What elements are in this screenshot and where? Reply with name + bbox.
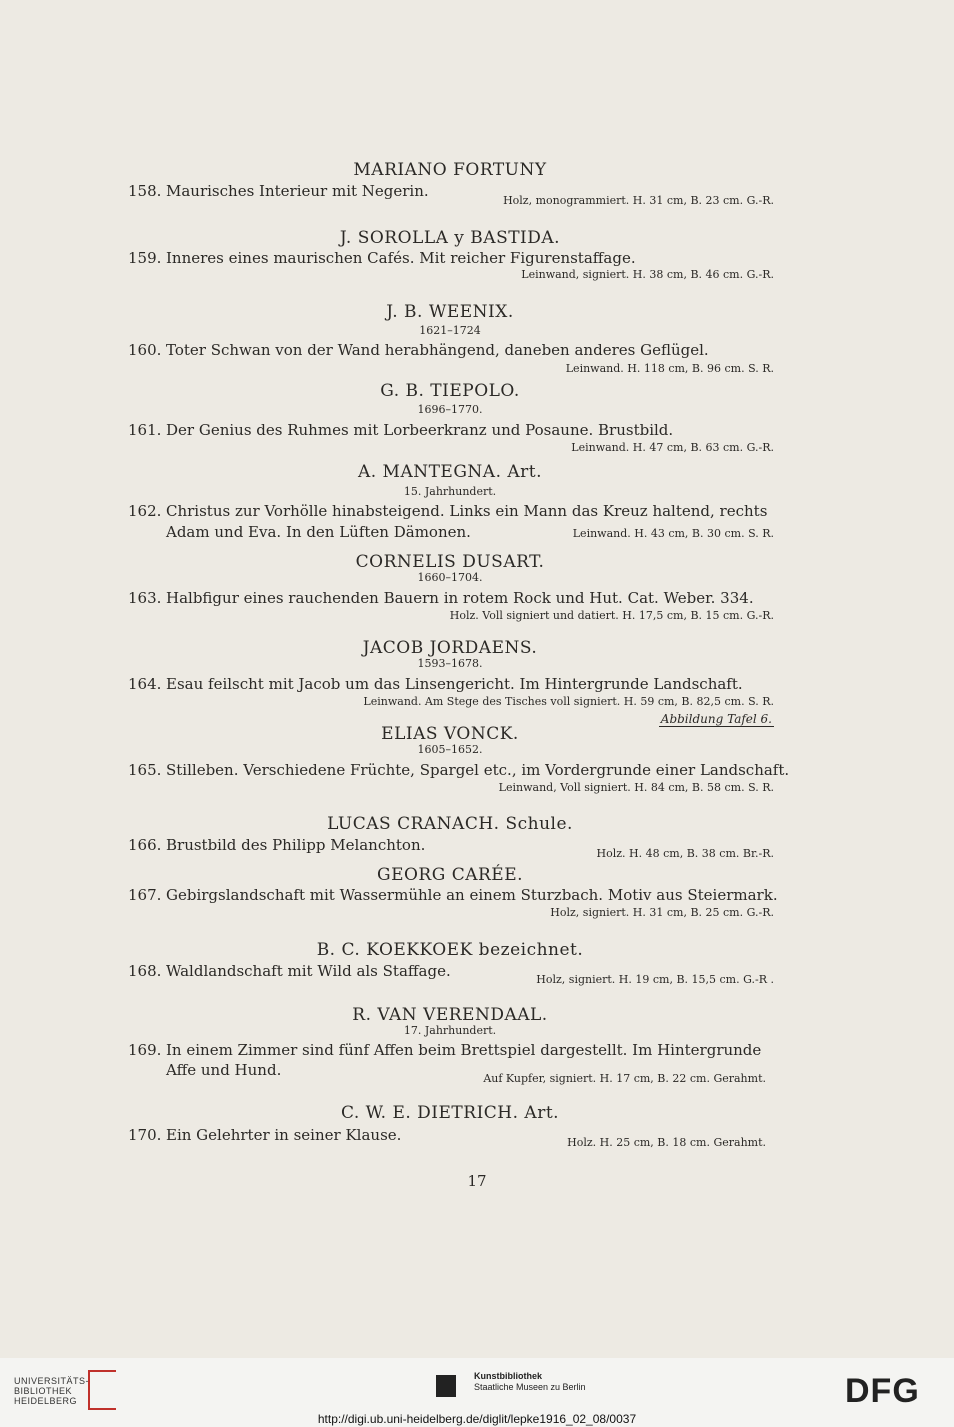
entry-details: Leinwand. Am Stege des Tisches voll signiert. H. 59 cm, B. 82,5 cm. S. R. xyxy=(363,695,774,708)
artist-heading: J. SOROLLA y BASTIDA. xyxy=(339,228,561,248)
artist-heading: LUCAS CRANACH. Schule. xyxy=(327,814,573,834)
entry-number: 165. xyxy=(128,761,162,779)
artist-heading: ELIAS VONCK. xyxy=(381,724,519,744)
entry-details: Leinwand. H. 43 cm, B. 30 cm. S. R. xyxy=(572,527,774,540)
entry-title: In einem Zimmer sind fünf Affen beim Brettspiel dargestellt. Im Hintergrunde xyxy=(166,1041,762,1059)
university-line: BIBLIOTHEK xyxy=(14,1386,73,1396)
artist-dates: 1621–1724 xyxy=(419,324,481,337)
entry-number: 162. xyxy=(128,502,162,520)
plate-reference: Abbildung Tafel 6. xyxy=(660,712,772,726)
entry-details: Holz. Voll signiert und datiert. H. 17,5 cm, B. 15 cm. G.-R. xyxy=(449,609,774,622)
artist-heading: A. MANTEGNA. Art. xyxy=(357,462,543,482)
artist-dates: 15. Jahrhundert. xyxy=(403,485,497,498)
page-number: 17 xyxy=(467,1172,487,1190)
entry-number: 164. xyxy=(128,675,162,693)
entry-title: Esau feilscht mit Jacob um das Linsengericht. Im Hintergrunde Landschaft. xyxy=(166,675,743,693)
entry-details: Holz. H. 48 cm, B. 38 cm. Br.-R. xyxy=(596,847,774,860)
entry-number: 166. xyxy=(128,836,162,854)
dfg-logo: DFG xyxy=(845,1372,920,1410)
artist-dates: 17. Jahrhundert. xyxy=(403,1024,497,1037)
entry-number: 160. xyxy=(128,341,162,359)
entry-number: 158. xyxy=(128,182,162,200)
artist-heading: JACOB JORDAENS. xyxy=(362,638,538,658)
entry-details: Leinwand. H. 118 cm, B. 96 cm. S. R. xyxy=(565,362,774,375)
artist-heading: C. W. E. DIETRICH. Art. xyxy=(340,1103,560,1123)
entry-details: Auf Kupfer, signiert. H. 17 cm, B. 22 cm. Gerahmt. xyxy=(483,1072,766,1085)
entry-number: 169. xyxy=(128,1041,162,1059)
entry-title: Christus zur Vorhölle hinabsteigend. Links ein Mann das Kreuz haltend, rechts xyxy=(166,502,768,520)
entry-title: Halbfigur eines rauchenden Bauern in rotem Rock und Hut. Cat. Weber. 334. xyxy=(166,589,754,607)
entry-details: Holz, signiert. H. 31 cm, B. 25 cm. G.-R. xyxy=(550,906,774,919)
entry-title: Der Genius des Ruhmes mit Lorbeerkranz und Posaune. Brustbild. xyxy=(166,421,674,439)
entry-title-line: Adam und Eva. In den Lüften Dämonen. xyxy=(166,523,471,541)
entry-number: 170. xyxy=(128,1126,162,1144)
entry-number: 167. xyxy=(128,886,162,904)
kb-title: Kunstbibliothek xyxy=(474,1371,542,1381)
artist-dates: 1605–1652. xyxy=(417,743,483,756)
artist-heading: R. VAN VERENDAAL. xyxy=(352,1005,548,1025)
entry-title-line: Affe und Hund. xyxy=(166,1061,282,1079)
university-logo-icon xyxy=(88,1370,116,1410)
university-library-label xyxy=(14,1376,89,1406)
entry-number: 159. xyxy=(128,249,162,267)
entry-details: Holz, signiert. H. 19 cm, B. 15,5 cm. G.-R . xyxy=(536,973,774,986)
source-url-link[interactable]: http://digi.ub.uni-heidelberg.de/diglit/lepke1916_02_08/0037 xyxy=(317,1412,637,1426)
artist-dates: 1593–1678. xyxy=(417,657,483,670)
university-line: UNIVERSITÄTS- xyxy=(14,1376,90,1386)
artist-heading: J. B. WEENIX. xyxy=(386,302,514,322)
kb-subtitle: Staatliche Museen zu Berlin xyxy=(474,1382,586,1392)
artist-heading: B. C. KOEKKOEK bezeichnet. xyxy=(316,940,584,960)
entry-number: 161. xyxy=(128,421,162,439)
artist-heading: GEORG CARÉE. xyxy=(376,865,524,885)
entry-details: Leinwand. H. 47 cm, B. 63 cm. G.-R. xyxy=(571,441,774,454)
entry-title: Waldlandschaft mit Wild als Staffage. xyxy=(166,962,451,980)
kunstbibliothek-label xyxy=(474,1371,586,1393)
entry-title: Toter Schwan von der Wand herabhängend, daneben anderes Geflügel. xyxy=(166,341,709,359)
entry-details: Holz. H. 25 cm, B. 18 cm. Gerahmt. xyxy=(567,1136,766,1149)
entry-number: 163. xyxy=(128,589,162,607)
entry-details: Leinwand, Voll signiert. H. 84 cm, B. 58 cm. S. R. xyxy=(498,781,774,794)
entry-title: Maurisches Interieur mit Negerin. xyxy=(166,182,429,200)
entry-title: Inneres eines maurischen Cafés. Mit reicher Figurenstaffage. xyxy=(166,249,636,267)
entry-number: 168. xyxy=(128,962,162,980)
entry-title: Ein Gelehrter in seiner Klause. xyxy=(166,1126,402,1144)
entry-details: Leinwand, signiert. H. 38 cm, B. 46 cm. G.-R. xyxy=(521,268,774,281)
artist-dates: 1696–1770. xyxy=(417,403,483,416)
entry-title: Stilleben. Verschiedene Früchte, Spargel etc., im Vordergrunde einer Landschaft. xyxy=(166,761,790,779)
artist-dates: 1660–1704. xyxy=(417,571,483,584)
artist-heading: G. B. TIEPOLO. xyxy=(380,381,520,401)
entry-title: Brustbild des Philipp Melanchton. xyxy=(166,836,426,854)
entry-title: Gebirgslandschaft mit Wassermühle an einem Sturzbach. Motiv aus Steiermark. xyxy=(166,886,778,904)
artist-heading: MARIANO FORTUNY xyxy=(353,160,547,180)
entry-details: Holz, monogrammiert. H. 31 cm, B. 23 cm. G.-R. xyxy=(503,194,774,207)
kunstbibliothek-logo-icon xyxy=(436,1375,456,1397)
artist-heading: CORNELIS DUSART. xyxy=(355,552,545,572)
university-line: HEIDELBERG xyxy=(14,1396,78,1406)
